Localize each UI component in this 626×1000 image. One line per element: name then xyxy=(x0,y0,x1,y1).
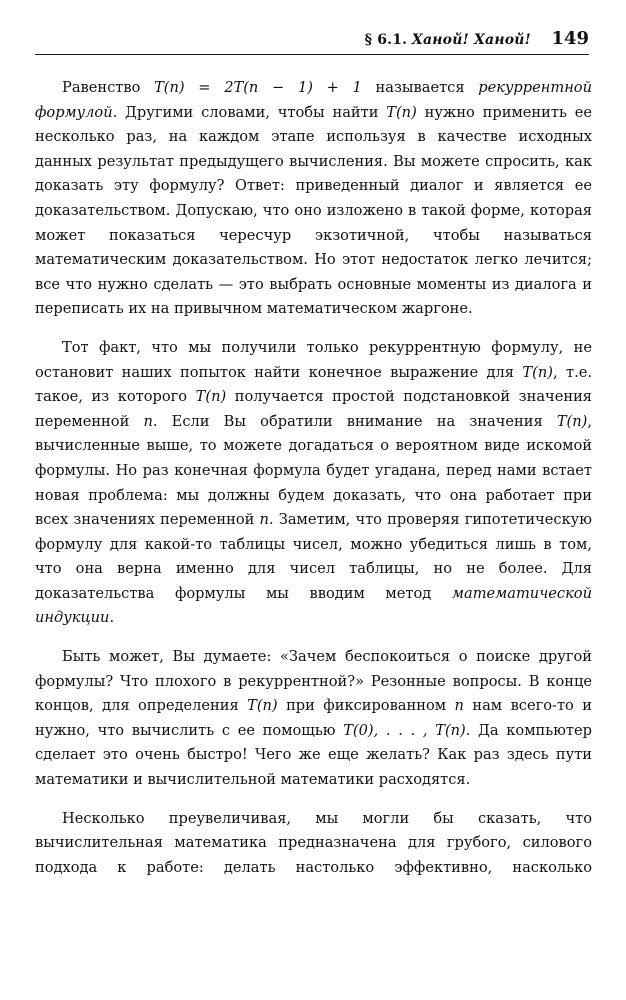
text-run: Быть может, Вы думаете: «Зачем беспокоиться о поиске другой формулы? Что плохого в рекуррентной?» Резонные вопросы. В конце концов, для определения xyxy=(35,648,592,715)
text-run: . Другими словами, чтобы найти xyxy=(112,103,387,121)
paragraph-2 xyxy=(35,336,592,631)
emphasized-term: математической индукции xyxy=(35,584,592,627)
text-run: . Если Вы обратили внимание на значения xyxy=(152,412,557,430)
page-number: 149 xyxy=(551,28,589,49)
emphasized-term: рекуррентной формулой xyxy=(35,79,592,121)
text-run: , вычисленные выше, то можете догадаться о вероятном виде искомой формулы. Но раз конечная формула будет угадана, перед нами встает новая проблема: мы должны будем доказать, что она работает при всех значениях переменной xyxy=(35,412,592,529)
math-expression: T(n) xyxy=(556,412,588,430)
running-header xyxy=(35,28,589,55)
section-heading xyxy=(365,32,531,48)
recurrence-formula: T(n) = 2T(n − 1) + 1 xyxy=(154,79,362,96)
text-run: . Да компьютер сделает это очень быстро! Чего же еще желать? Как раз здесь пути математики и вычислительной математики расходятся. xyxy=(35,721,592,789)
math-expression: T(n) xyxy=(522,363,553,381)
text-run: Тот факт, что мы получили только рекуррентную формулу, не остановит наших попыток найти конечное выражение для xyxy=(35,338,592,381)
text-run: нам всего-то и нужно, что вычислить с ее помощью xyxy=(35,697,592,739)
math-expression: T(n) xyxy=(247,697,278,715)
math-variable: n xyxy=(454,697,464,715)
paragraph-1 xyxy=(35,76,592,322)
paragraph-4 xyxy=(35,807,592,881)
math-expression: T(n) xyxy=(386,103,417,121)
math-expression: T(n) xyxy=(195,388,227,406)
math-variable: n xyxy=(143,412,153,430)
section-title: Ханой! Ханой! xyxy=(411,32,531,48)
text-run: при фиксированном xyxy=(277,697,455,715)
paragraph-3 xyxy=(35,645,592,793)
text-run: , т.е. такое, из которого xyxy=(35,363,592,406)
text-run: . xyxy=(109,609,115,627)
text-run: нужно применить ее несколько раз, на каждом этапе используя в качестве исходных данных результат предыдущего вычисления. Вы можете спросить, как доказать эту формулу? Ответ: приведенный диалог и является ее доказательством. Допускаю, что оно изложено в такой форме, которая может показаться чересчур экзотичной, чтобы называться математическим доказательством. Но этот недостаток легко лечится; все что нужно сделать — это выбрать основные моменты из диалога и переписать их на привычном математическом жаргоне. xyxy=(35,103,592,318)
text-run: Несколько преувеличивая, мы могли бы сказать, что вычислительная математика предназначена для грубого, силового подхода к работе: делать настолько эффективно, насколько xyxy=(35,809,592,876)
math-variable: n xyxy=(259,511,269,529)
text-run: Равенство xyxy=(62,79,155,96)
text-run: . Заметим, что проверяя гипотетическую формулу для какой-то таблицы чисел, можно убедиться лишь в том, что она верна именно для чисел таблицы, но не более. Для доказательства формулы мы вводим метод xyxy=(35,511,592,602)
body-text xyxy=(35,76,592,880)
text-run: получается простой подстановкой значения переменной xyxy=(35,388,592,430)
section-number: § 6.1. xyxy=(364,32,408,48)
text-run: называется xyxy=(361,79,479,96)
math-expression: T(0), . . . , T(n) xyxy=(343,721,466,739)
